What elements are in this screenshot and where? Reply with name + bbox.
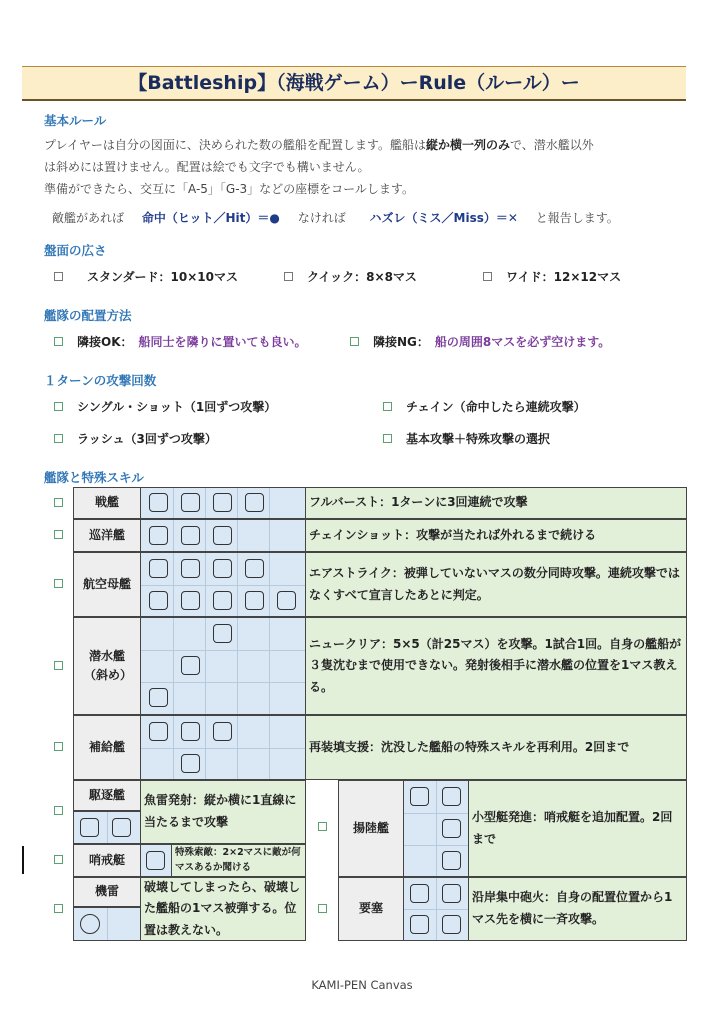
section-heading-placement: 艦隊の配置方法: [44, 308, 132, 323]
mine-circle: [80, 914, 100, 934]
basic-rule-line3: 準備ができたら、交互に「A-5」「G-3」などの座標をコールします。: [44, 182, 414, 196]
ship-grid-carrier: [140, 552, 306, 617]
ship-name-carrier: 航空母艦: [73, 552, 141, 617]
checkbox[interactable]: [54, 434, 63, 443]
ship-name-mine: 機雷: [73, 877, 141, 907]
ship-skill-battleship: フルバースト：1ターンに3回連続で攻撃: [305, 487, 687, 519]
ship-grid-submarine: [140, 617, 306, 715]
ship-cell: [245, 493, 264, 512]
ship-cell: [149, 722, 168, 741]
board-option-quick[interactable]: クイック：8×8マス: [284, 268, 417, 285]
ship-skill-cruiser: チェインショット：攻撃が当たれば外れるまで続ける: [305, 519, 687, 552]
ship-grid-cruiser: [140, 519, 306, 552]
ship-cell: [410, 915, 429, 934]
checkbox[interactable]: [54, 337, 63, 346]
ship-cell: [442, 787, 461, 806]
ship-cell: [181, 493, 200, 512]
ship-name-submarine: 潜水艦（斜め）: [73, 617, 141, 715]
attack-option-rush[interactable]: ラッシュ（3回ずつ攻撃）: [54, 430, 217, 447]
section-heading-fleet: 艦隊と特殊スキル: [44, 470, 144, 485]
basic-rule-line1: プレイヤーは自分の図面に、決められた数の艦船を配置します。艦船は縦か横一列のみで、潜水艦以外: [44, 138, 594, 152]
checkbox[interactable]: [383, 402, 392, 411]
ship-cell: [149, 591, 168, 610]
board-option-wide[interactable]: ワイド：12×12マス: [483, 268, 621, 285]
ship-cell: [213, 591, 232, 610]
attack-option-single[interactable]: シングル・ショット（1回ずつ攻撃）: [54, 398, 276, 415]
ship-cell: [149, 493, 168, 512]
checkbox[interactable]: [383, 434, 392, 443]
ship-grid-supply: [140, 715, 306, 780]
ship-cell: [213, 559, 232, 578]
ship-cell: [181, 526, 200, 545]
checkbox[interactable]: [54, 498, 63, 507]
ship-skill-carrier: エアストライク：被弾していないマスの数分同時攻撃。連続攻撃ではなくすべて宣言したあとに判定。: [305, 552, 687, 617]
checkbox[interactable]: [318, 822, 327, 831]
ship-name-cruiser: 巡洋艦: [73, 519, 141, 552]
ship-skill-destroyer: 魚雷発射：縦か横に1直線に当たるまで攻撃: [140, 780, 306, 844]
ship-grid-battleship: [140, 487, 306, 519]
basic-rule-report: 敵艦があれば 命中（ヒット／Hit）＝● なければ ハズレ（ミス／Miss）＝✕ と報告します。: [52, 211, 619, 225]
ship-skill-landing: 小型艇発進：哨戒艇を追加配置。2回まで: [468, 780, 687, 877]
ship-cell: [442, 915, 461, 934]
footer-credit: KAMI-PEN Canvas: [311, 978, 413, 992]
ship-cell: [442, 884, 461, 903]
checkbox[interactable]: [54, 904, 63, 913]
ship-cell: [80, 818, 99, 837]
ship-cell: [149, 559, 168, 578]
placement-option-ok[interactable]: 隣接OK： 船同士を隣りに置いても良い。: [54, 333, 307, 350]
ship-skill-supply: 再装填支援：沈没した艦船の特殊スキルを再利用。2回まで: [305, 715, 687, 780]
ship-name-battleship: 戦艦: [73, 487, 141, 519]
page-title: 【Battleship】（海戦ゲーム）ーRule（ルール）ー: [22, 66, 686, 101]
checkbox[interactable]: [350, 337, 359, 346]
ship-name-destroyer: 駆逐艦: [73, 780, 141, 811]
ship-cell: [181, 722, 200, 741]
checkbox[interactable]: [318, 904, 327, 913]
section-heading-attacks: １ターンの攻撃回数: [44, 373, 157, 388]
ship-grid-fortress: [403, 877, 469, 941]
ship-cell: [245, 559, 264, 578]
ship-cell: [277, 591, 296, 610]
placement-option-ng[interactable]: 隣接NG： 船の周囲8マスを必ず空けます。: [350, 333, 610, 350]
checkbox[interactable]: [54, 272, 63, 281]
checkbox[interactable]: [54, 855, 63, 864]
ship-cell: [181, 559, 200, 578]
basic-rule-line2: は斜めには置けません。配置は絵でも文字でも構いません。: [44, 160, 370, 174]
checkbox[interactable]: [54, 661, 63, 670]
ship-cell: [213, 624, 232, 643]
ship-grid-landing: [403, 780, 469, 877]
checkbox[interactable]: [483, 272, 492, 281]
checkbox[interactable]: [54, 806, 63, 815]
section-heading-basic: 基本ルール: [44, 113, 107, 128]
ship-cell: [442, 819, 461, 838]
ship-cell: [213, 526, 232, 545]
section-heading-board: 盤面の広さ: [44, 243, 107, 258]
ship-cell: [146, 851, 165, 870]
attack-option-select[interactable]: 基本攻撃＋特殊攻撃の選択: [383, 430, 550, 447]
ship-skill-mine: 破壊してしまったら、破壊した艦船の1マス被弾する。位置は教えない。: [140, 877, 306, 941]
attack-option-chain[interactable]: チェイン（命中したら連続攻撃）: [383, 398, 586, 415]
checkbox[interactable]: [284, 272, 293, 281]
ship-grid-patrol: [140, 844, 172, 877]
ship-grid-destroyer: [73, 811, 141, 844]
ship-cell: [410, 884, 429, 903]
ship-grid-mine: [73, 907, 141, 941]
checkbox[interactable]: [54, 402, 63, 411]
ship-name-supply: 補給艦: [73, 715, 141, 780]
ship-cell: [149, 526, 168, 545]
ship-cell: [181, 754, 200, 773]
checkbox[interactable]: [54, 530, 63, 539]
ship-cell: [213, 493, 232, 512]
board-option-standard[interactable]: スタンダード：10×10マス: [54, 268, 238, 285]
ship-name-landing: 揚陸艦: [338, 780, 404, 877]
ship-cell: [410, 787, 429, 806]
ship-skill-submarine: ニュークリア：5×5（計25マス）を攻撃。1試合1回。自身の艦船が３隻沈むまで使用できない。発射後相手に潜水艦の位置を1マス教える。: [305, 617, 687, 715]
ship-skill-patrol: 特殊索敵：2×2マスに敵が何マスあるか聞ける: [171, 844, 306, 877]
text-cursor: [22, 846, 24, 874]
ship-cell: [112, 818, 131, 837]
ship-skill-fortress: 沿岸集中砲火：自身の配置位置から1マス先を横に一斉攻撃。: [468, 877, 687, 941]
ship-cell: [181, 656, 200, 675]
ship-name-patrol: 哨戒艇: [73, 844, 141, 877]
ship-name-fortress: 要塞: [338, 877, 404, 941]
ship-cell: [149, 688, 168, 707]
ship-cell: [442, 851, 461, 870]
ship-cell: [245, 591, 264, 610]
ship-cell: [213, 722, 232, 741]
ship-cell: [181, 591, 200, 610]
checkbox[interactable]: [54, 742, 63, 751]
checkbox[interactable]: [54, 579, 63, 588]
